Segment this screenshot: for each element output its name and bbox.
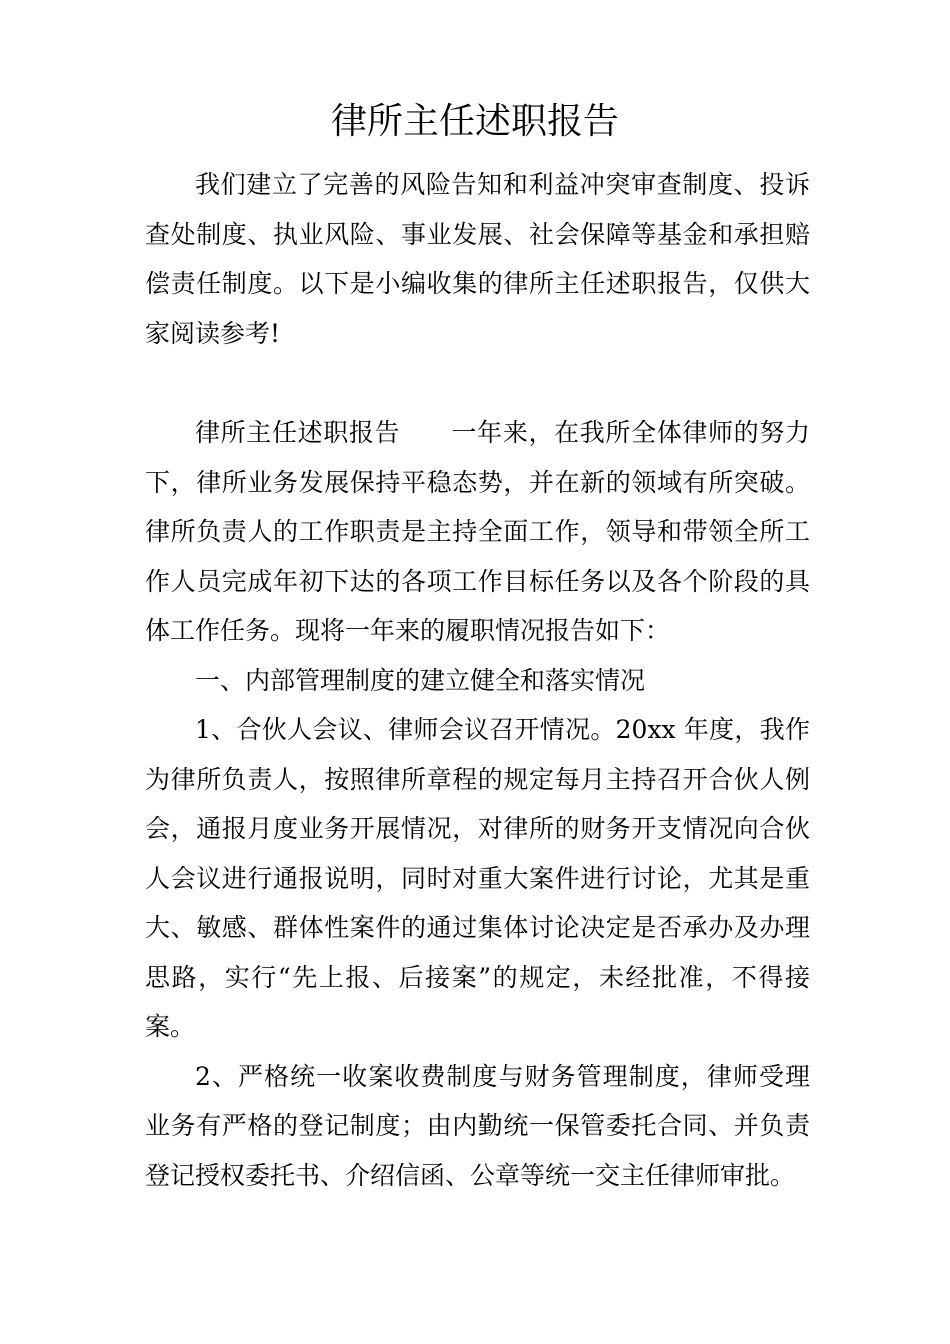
body-paragraph: 2、严格统一收案收费制度与财务管理制度，律师受理业务有严格的登记制度；由内勤统一保管委托合同、并负责登记授权委托书、介绍信函、公章等统一交主任律师审批。 xyxy=(145,1061,810,1190)
intro-paragraph: 我们建立了完善的风险告知和利益冲突审查制度、投诉查处制度、执业风险、事业发展、社会保障等基金和承担赔偿责任制度。以下是小编收集的律所主任述职报告，仅供大家阅读参考! xyxy=(145,170,810,348)
body-paragraph: 1、合伙人会议、律师会议召开情况。20xx 年度，我作为律所负责人，按照律所章程的规定每月主持召开合伙人例会，通报月度业务开展情况，对律所的财务开支情况向合伙人会议进行通报说明，同时对重大案件进行讨论，尤其是重大、敏感、群体性案件的通过集体讨论决定是否承办及办理思路，实行“先上报、后接案”的规定，未经批准，不得接案。 xyxy=(145,715,810,1041)
document-title: 律所主任述职报告 xyxy=(330,101,619,142)
paragraph-gap xyxy=(145,358,810,408)
document-body xyxy=(145,160,810,1200)
body-paragraph: 律所主任述职报告 一年来，在我所全体律师的努力下，律所业务发展保持平稳态势，并在新的领域有所突破。律所负责人的工作职责是主持全面工作，领导和带领全所工作人员完成年初下达的各项工作目标任务以及各个阶段的具体工作任务。现将一年来的履职情况报告如下： xyxy=(145,418,810,645)
section-heading: 一、内部管理制度的建立健全和落实情况 xyxy=(195,665,646,695)
